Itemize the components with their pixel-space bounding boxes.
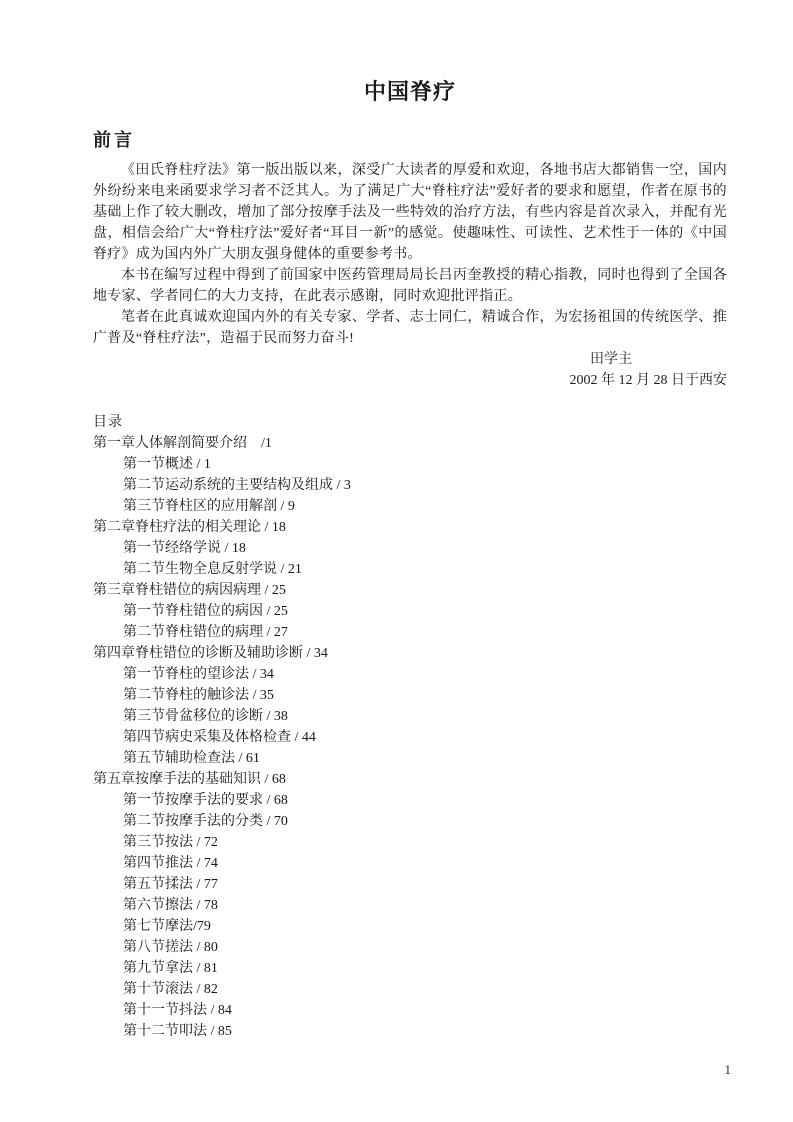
preface-body	[93, 160, 727, 349]
toc-entry: 第五节辅助检查法 / 61	[123, 751, 260, 766]
toc-heading: 目录	[93, 415, 123, 430]
toc-entry: 第一节经络学说 / 18	[123, 541, 246, 556]
toc-entry: 第四节推法 / 74	[123, 856, 218, 871]
toc-entry: 第四节病史采集及体格检查 / 44	[123, 730, 316, 745]
toc-list	[93, 433, 727, 1042]
toc-entry: 第三节骨盆移位的诊断 / 38	[123, 709, 288, 724]
toc-entry: 第一章人体解剖简要介绍 /1	[93, 436, 272, 451]
toc-entry: 第十节滚法 / 82	[123, 982, 218, 997]
toc-entry: 第三节脊柱区的应用解剖 / 9	[123, 499, 295, 514]
toc-entry: 第二节运动系统的主要结构及组成 / 3	[123, 478, 351, 493]
toc-entry: 第一节脊柱错位的病因 / 25	[123, 604, 288, 619]
toc-entry: 第十一节抖法 / 84	[123, 1003, 232, 1018]
signature-date: 2002 年 12 月 28 日于西安	[569, 373, 727, 388]
page-content	[93, 0, 727, 1042]
toc-entry: 第二节按摩手法的分类 / 70	[123, 814, 288, 829]
signature-block	[93, 349, 727, 391]
toc-entry: 第二节脊柱错位的病理 / 27	[123, 625, 288, 640]
toc-entry: 第一节概述 / 1	[123, 457, 211, 472]
toc-entry: 第六节擦法 / 78	[123, 898, 218, 913]
preface-paragraph: 本书在编写过程中得到了前国家中医药管理局局长吕丙奎教授的精心指教，同时也得到了全国各地专家、学者同仁的大力支持，在此表示感谢，同时欢迎批评指正。	[93, 268, 727, 304]
preface-heading: 前言	[93, 130, 135, 150]
preface-paragraph: 笔者在此真诚欢迎国内外的有关专家、学者、志士同仁，精诚合作，为宏扬祖国的传统医学、推广普及“脊柱疗法”，造福于民而努力奋斗!	[93, 310, 727, 346]
toc-entry: 第二节生物全息反射学说 / 21	[123, 562, 302, 577]
toc-entry: 第三章脊柱错位的病因病理 / 25	[93, 583, 286, 598]
document-title: 中国脊疗	[363, 79, 456, 104]
signature-author: 田学主	[590, 352, 632, 367]
toc-entry: 第八节搓法 / 80	[123, 940, 218, 955]
preface-paragraph: 《田氏脊柱疗法》第一版出版以来，深受广大读者的厚爱和欢迎，各地书店大都销售一空，国内外纷纷来电来函要求学习者不泛其人。为了满足广大“脊柱疗法”爱好者的要求和愿望，作者在原书的基础上作了较大删改，增加了部分按摩手法及一些特效的治疗方法，有些内容是首次录入，并配有光盘，相信会给广大“脊柱疗法”爱好者“耳目一新”的感觉。使趣味性、可读性、艺术性于一体的《中国脊疗》成为国内外广大朋友强身健体的重要参考书。	[93, 163, 727, 262]
toc-entry: 第三节按法 / 72	[123, 835, 218, 850]
toc-entry: 第一节脊柱的望诊法 / 34	[123, 667, 274, 682]
toc-entry: 第二节脊柱的触诊法 / 35	[123, 688, 274, 703]
toc-entry: 第五节揉法 / 77	[123, 877, 218, 892]
toc-entry: 第七节摩法/79	[123, 919, 211, 934]
toc-entry: 第五章按摩手法的基础知识 / 68	[93, 772, 286, 787]
toc-entry: 第九节拿法 / 81	[123, 961, 218, 976]
toc-entry: 第四章脊柱错位的诊断及辅助诊断 / 34	[93, 646, 328, 661]
page-number: 1	[724, 1062, 731, 1077]
toc-entry: 第二章脊柱疗法的相关理论 / 18	[93, 520, 286, 535]
toc-entry: 第一节按摩手法的要求 / 68	[123, 793, 288, 808]
toc-entry: 第十二节叩法 / 85	[123, 1024, 232, 1039]
